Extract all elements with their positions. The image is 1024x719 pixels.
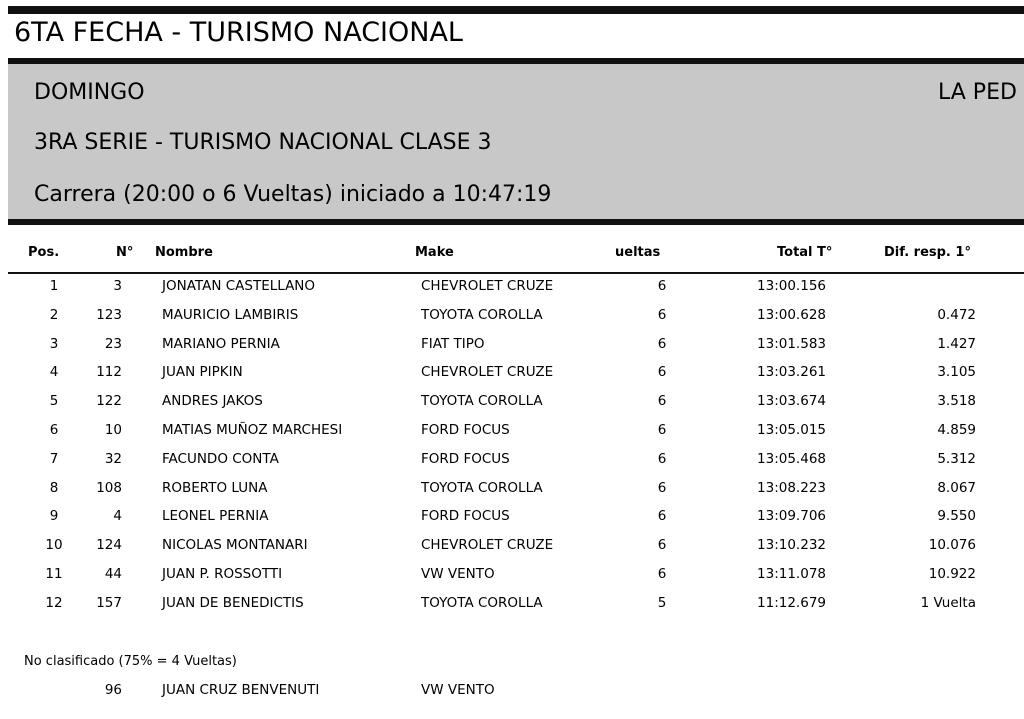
table-row [0, 451, 1024, 479]
make-cell: VW VENTO [421, 682, 495, 698]
position-cell: 5 [49, 393, 59, 410]
number-cell: 3 [113, 278, 122, 294]
position-cell: 3 [49, 335, 59, 352]
total-time-cell: 13:09.706 [757, 508, 826, 525]
gap-cell: 3.105 [937, 364, 976, 381]
total-time-cell: 13:05.468 [757, 450, 826, 467]
event-title: 6TA FECHA - TURISMO NACIONAL [14, 17, 463, 48]
total-time-cell: 13:03.674 [757, 393, 826, 410]
column-header-gap: Dif. resp. 1° [884, 245, 971, 260]
laps-cell: 6 [657, 278, 667, 294]
column-header-make: Make [415, 245, 454, 260]
laps-cell: 6 [657, 508, 667, 525]
driver-name-cell: JUAN CRUZ BENVENUTI [162, 682, 320, 698]
laps-cell: 6 [657, 306, 667, 323]
laps-cell: 6 [657, 335, 667, 352]
driver-name-cell: MATIAS MUÑOZ MARCHESI [162, 422, 343, 438]
table-row [0, 480, 1024, 508]
table-row [0, 364, 1024, 392]
gap-cell: 10.076 [928, 537, 976, 554]
make-cell: FORD FOCUS [421, 508, 510, 525]
table-row [0, 422, 1024, 450]
driver-name-cell: ROBERTO LUNA [162, 479, 268, 496]
total-time-cell: 13:01.583 [757, 335, 826, 352]
column-header-laps: ueltas [615, 245, 661, 260]
total-time-cell: 11:12.679 [757, 594, 826, 611]
gap-cell: 3.518 [937, 393, 976, 410]
header-rule [8, 272, 1024, 274]
position-cell: 4 [49, 364, 59, 381]
position-cell: 2 [49, 306, 59, 323]
total-time-cell: 13:08.223 [757, 479, 826, 496]
make-cell: CHEVROLET CRUZE [421, 278, 554, 294]
not-classified-row [0, 682, 1024, 710]
position-cell: 11 [45, 566, 63, 582]
driver-name-cell: MAURICIO LAMBIRIS [162, 306, 299, 323]
driver-name-cell: JUAN DE BENEDICTIS [162, 594, 304, 611]
gap-cell: 1 Vuelta [920, 594, 976, 611]
table-row [0, 537, 1024, 565]
make-cell: TOYOTA COROLLA [421, 594, 543, 611]
gap-cell: 8.067 [937, 479, 976, 496]
table-row [0, 278, 1024, 306]
column-header-total-time: Total T° [777, 245, 833, 260]
table-row [0, 566, 1024, 594]
make-cell: FIAT TIPO [421, 335, 485, 352]
gap-cell: 5.312 [937, 450, 976, 467]
session-series: 3RA SERIE - TURISMO NACIONAL CLASE 3 [34, 130, 492, 155]
number-cell: 122 [96, 393, 122, 410]
total-time-cell: 13:11.078 [757, 566, 826, 582]
driver-name-cell: NICOLAS MONTANARI [162, 537, 308, 554]
number-cell: 4 [113, 508, 122, 525]
driver-name-cell: FACUNDO CONTA [162, 450, 279, 467]
driver-name-cell: MARIANO PERNIA [162, 335, 280, 352]
make-cell: TOYOTA COROLLA [421, 393, 543, 410]
make-cell: TOYOTA COROLLA [421, 479, 543, 496]
gap-cell: 4.859 [937, 422, 976, 438]
position-cell: 12 [45, 594, 63, 611]
number-cell: 157 [96, 594, 122, 611]
make-cell: CHEVROLET CRUZE [421, 537, 554, 554]
session-venue: LA PED [938, 80, 1017, 105]
total-time-cell: 13:10.232 [757, 537, 826, 554]
number-cell: 10 [104, 422, 122, 438]
number-cell: 23 [104, 335, 122, 352]
driver-name-cell: JONATAN CASTELLANO [162, 278, 316, 294]
column-header-pos: Pos. [28, 245, 60, 260]
position-cell: 10 [45, 537, 63, 554]
laps-cell: 6 [657, 422, 667, 438]
number-cell: 96 [104, 682, 122, 698]
table-row [0, 393, 1024, 421]
number-cell: 44 [104, 566, 122, 582]
total-time-cell: 13:03.261 [757, 364, 826, 381]
number-cell: 112 [96, 364, 122, 381]
table-row [0, 336, 1024, 364]
gap-cell: 1.427 [937, 335, 976, 352]
laps-cell: 6 [657, 364, 667, 381]
driver-name-cell: JUAN PIPKIN [162, 364, 243, 381]
position-cell: 7 [49, 450, 59, 467]
total-time-cell: 13:00.628 [757, 306, 826, 323]
make-cell: CHEVROLET CRUZE [421, 364, 554, 381]
number-cell: 108 [96, 479, 122, 496]
laps-cell: 5 [657, 594, 667, 611]
gap-cell: 10.922 [928, 566, 976, 582]
gap-cell: 0.472 [937, 306, 976, 323]
position-cell: 8 [49, 479, 59, 496]
make-cell: TOYOTA COROLLA [421, 306, 543, 323]
session-day: DOMINGO [34, 80, 145, 105]
make-cell: FORD FOCUS [421, 422, 510, 438]
column-header-number: N° [116, 245, 134, 260]
laps-cell: 6 [657, 479, 667, 496]
position-cell: 6 [49, 422, 59, 438]
table-row [0, 595, 1024, 623]
number-cell: 123 [96, 306, 122, 323]
table-row [0, 508, 1024, 536]
make-cell: VW VENTO [421, 566, 495, 582]
number-cell: 32 [104, 450, 122, 467]
make-cell: FORD FOCUS [421, 450, 510, 467]
top-rule [8, 6, 1024, 14]
total-time-cell: 13:00.156 [757, 278, 826, 294]
driver-name-cell: ANDRES JAKOS [162, 393, 263, 410]
laps-cell: 6 [657, 450, 667, 467]
gap-cell: 9.550 [937, 508, 976, 525]
driver-name-cell: LEONEL PERNIA [162, 508, 269, 525]
total-time-cell: 13:05.015 [757, 422, 826, 438]
laps-cell: 6 [657, 537, 667, 554]
laps-cell: 6 [657, 393, 667, 410]
race-info: Carrera (20:00 o 6 Vueltas) iniciado a 10:47:19 [34, 182, 552, 207]
driver-name-cell: JUAN P. ROSSOTTI [162, 566, 283, 582]
position-cell: 9 [49, 508, 59, 525]
table-row [0, 307, 1024, 335]
column-header-name: Nombre [155, 245, 213, 260]
number-cell: 124 [96, 537, 122, 554]
not-classified-label: No clasificado (75% = 4 Vueltas) [24, 654, 237, 669]
position-cell: 1 [49, 278, 59, 294]
session-banner [8, 58, 1024, 225]
laps-cell: 6 [657, 566, 667, 582]
